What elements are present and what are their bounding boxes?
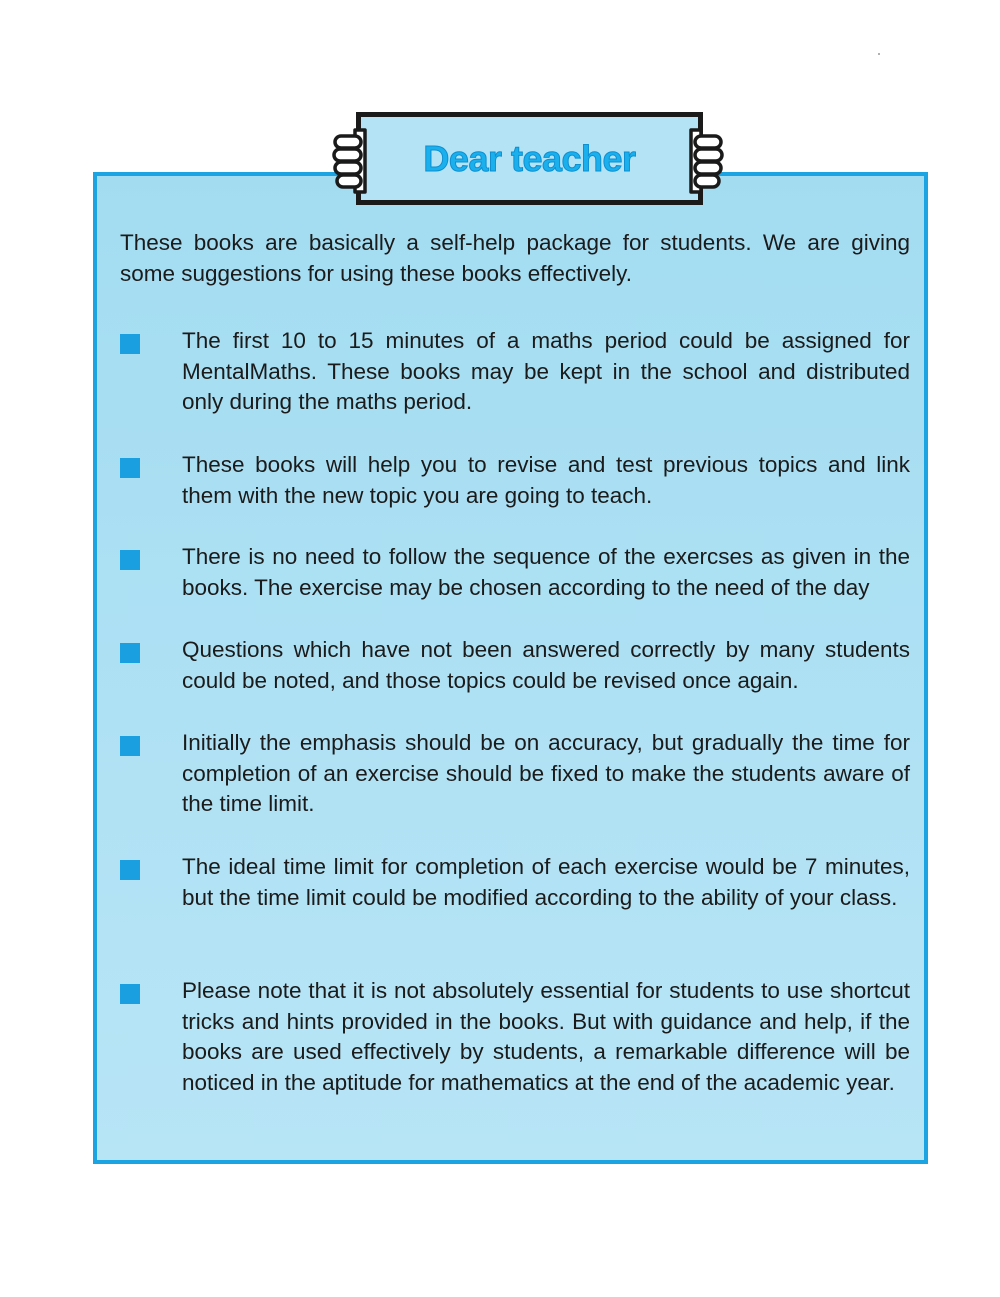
list-item (120, 728, 910, 820)
list-item-text: There is no need to follow the sequence of the exercses as given in the books. The exercise may be chosen according to the need of the day (182, 544, 910, 600)
left-hand-icon (331, 126, 375, 196)
list-item-text: The ideal time limit for completion of each exercise would be 7 minutes, but the time limit could be modified according to the ability of your class. (182, 854, 910, 910)
list-item (120, 450, 910, 511)
list-item-text: Initially the emphasis should be on accuracy, but gradually the time for completion of an exercise should be fixed to make the students aware of the time limit. (182, 730, 910, 816)
square-bullet-icon (120, 984, 140, 1004)
list-item-text: Please note that it is not absolutely essential for students to use shortcut tricks and hints provided in the books. But with guidance and help, if the books are used effectively by students, a remarkable difference will be noticed in the aptitude for mathematics at the end of the academic year. (182, 978, 910, 1095)
list-item (120, 326, 910, 418)
list-item-text: These books will help you to revise and test previous topics and link them with the new topic you are going to teach. (182, 452, 910, 508)
list-item (120, 976, 910, 1098)
list-item (120, 635, 910, 696)
list-item-text: Questions which have not been answered correctly by many students could be noted, and those topics could be revised once again. (182, 637, 910, 693)
square-bullet-icon (120, 550, 140, 570)
square-bullet-icon (120, 643, 140, 663)
square-bullet-icon (120, 458, 140, 478)
page-title: Dear teacher (423, 137, 636, 179)
square-bullet-icon (120, 860, 140, 880)
square-bullet-icon (120, 736, 140, 756)
title-sign (356, 112, 703, 205)
right-hand-icon (681, 126, 725, 196)
square-bullet-icon (120, 334, 140, 354)
speck (878, 53, 880, 55)
list-item (120, 542, 910, 603)
intro-paragraph: These books are basically a self-help package for students. We are giving some suggestions for using these books effectively. (120, 230, 910, 286)
list-item-text: The first 10 to 15 minutes of a maths period could be assigned for MentalMaths. These books may be kept in the school and distributed only during the maths period. (182, 328, 910, 414)
list-item (120, 852, 910, 913)
